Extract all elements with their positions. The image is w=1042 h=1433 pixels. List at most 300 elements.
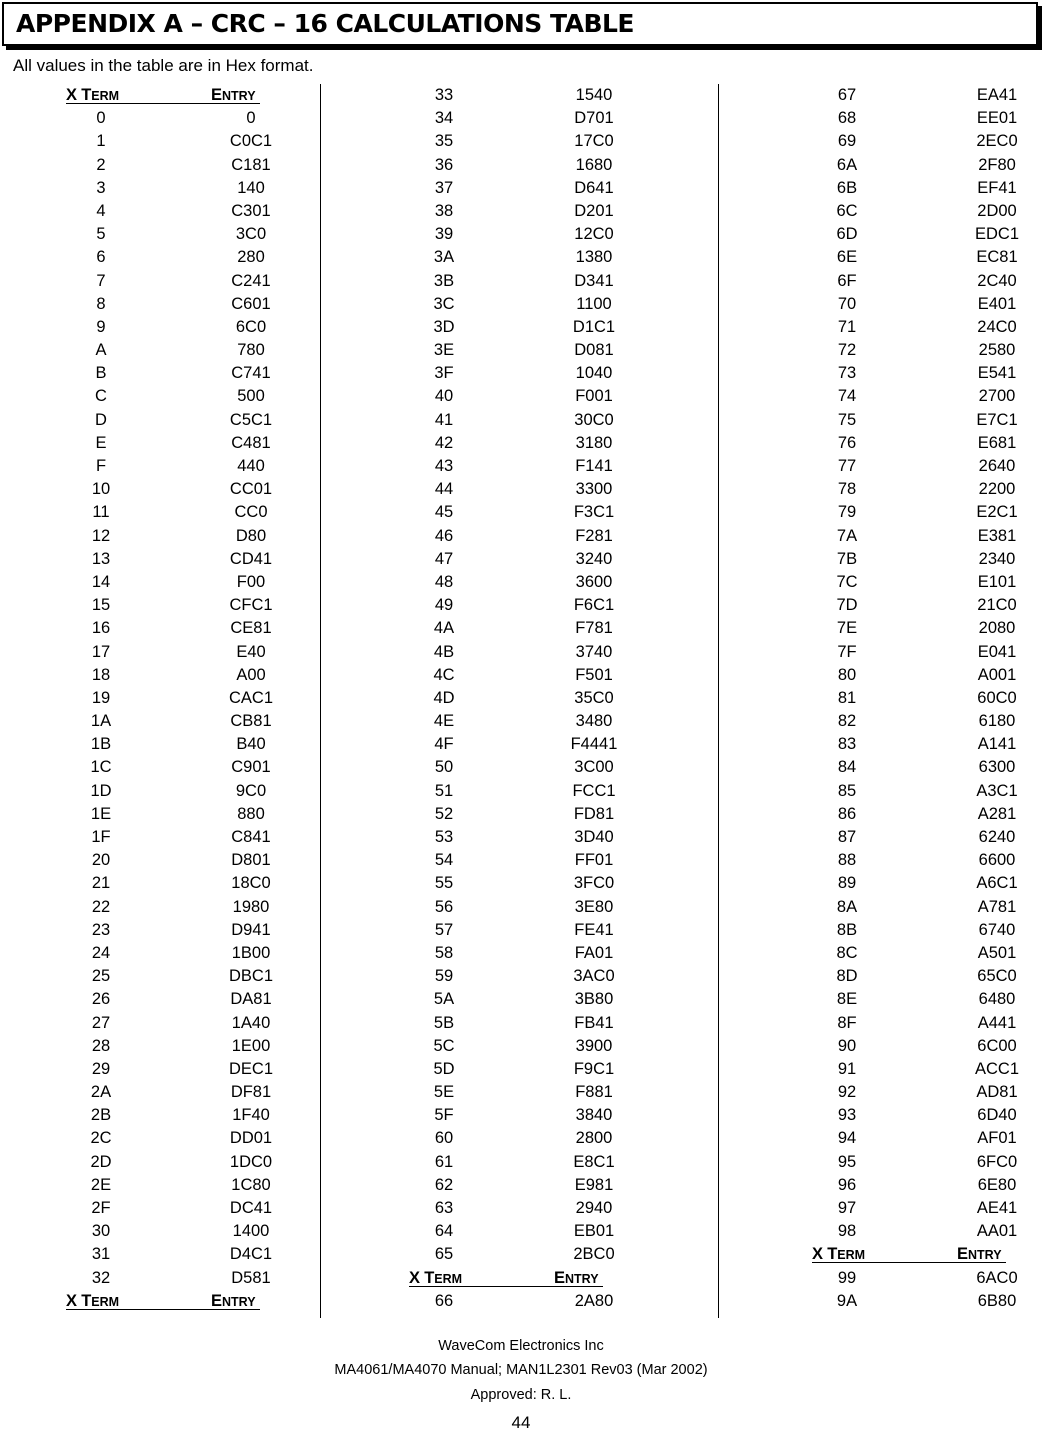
- entry-cell: CC01: [229, 480, 273, 499]
- x-term-cell: 19: [91, 688, 111, 707]
- entry-cell: FB41: [574, 1013, 614, 1032]
- x-term-cell: 24: [91, 943, 111, 962]
- x-term-cell: 56: [434, 897, 454, 916]
- table-row: [812, 1081, 1042, 1104]
- table-row: [812, 1012, 1042, 1035]
- table-row: [812, 316, 1042, 339]
- entry-cell: D581: [231, 1268, 271, 1287]
- table-row: [812, 756, 1042, 779]
- table-row: [409, 896, 659, 919]
- entry-cell: EE01: [976, 109, 1018, 128]
- entry-cell: AD81: [976, 1083, 1018, 1102]
- x-term-cell: 7D: [836, 596, 858, 615]
- footer-approved: Approved: R. L.: [470, 1387, 572, 1403]
- table-row: [66, 525, 316, 548]
- table-row: [409, 965, 659, 988]
- entry-cell: D4C1: [229, 1245, 273, 1264]
- entry-cell: 3240: [575, 549, 613, 568]
- table-row: [409, 339, 659, 362]
- entry-cell: 35C0: [574, 688, 614, 707]
- table-row: [66, 130, 316, 153]
- entry-cell: 280: [237, 248, 265, 267]
- table-header-row: [409, 1267, 659, 1290]
- x-term-cell: 5A: [433, 990, 455, 1009]
- x-term-cell: 22: [91, 897, 111, 916]
- table-row: [409, 223, 659, 246]
- entry-cell: C741: [231, 364, 271, 383]
- x-term-cell: F: [95, 457, 107, 475]
- entry-cell: 6FC0: [976, 1152, 1018, 1171]
- x-term-cell: 7E: [836, 619, 858, 638]
- table-row: [66, 733, 316, 756]
- entry-cell: D641: [574, 178, 614, 197]
- x-term-header: X TERM: [812, 1245, 866, 1264]
- table-row: [66, 246, 316, 269]
- entry-cell: CE81: [230, 619, 272, 638]
- table-row: [66, 200, 316, 223]
- entry-cell: DC41: [229, 1199, 273, 1217]
- entry-cell: D201: [574, 201, 614, 220]
- x-term-cell: 15: [91, 596, 111, 615]
- x-term-cell: 2F: [91, 1199, 111, 1217]
- table-row: [409, 1035, 659, 1058]
- entry-cell: 1B00: [231, 943, 271, 962]
- table-row: [812, 84, 1042, 107]
- entry-cell: C901: [231, 758, 271, 777]
- x-term-cell: 7A: [836, 526, 858, 545]
- x-term-cell: 4E: [433, 712, 455, 731]
- table-row: [812, 710, 1042, 733]
- table-row: [812, 965, 1042, 988]
- table-row: [812, 942, 1042, 965]
- x-term-cell: 63: [434, 1199, 454, 1217]
- table-row: [409, 1104, 659, 1127]
- x-term-cell: 4F: [434, 735, 454, 754]
- x-term-cell: 6B: [836, 178, 858, 197]
- entry-cell: 1100: [576, 294, 612, 313]
- entry-cell: AA01: [976, 1222, 1018, 1241]
- table-row: [812, 1104, 1042, 1127]
- entry-cell: 500: [237, 387, 265, 406]
- x-term-cell: 31: [91, 1245, 111, 1264]
- x-term-cell: 90: [837, 1036, 857, 1055]
- table-row: [409, 1290, 659, 1313]
- table-row: [66, 988, 316, 1011]
- x-term-cell: 6D: [836, 225, 858, 244]
- entry-cell: ACC1: [974, 1059, 1019, 1078]
- entry-cell: 9C0: [235, 781, 267, 800]
- table-row: [66, 362, 316, 385]
- page-title: APPENDIX A – CRC – 16 CALCULATIONS TABLE: [16, 9, 635, 38]
- x-term-cell: 10: [91, 480, 111, 499]
- entry-cell: 65C0: [977, 967, 1017, 986]
- entry-header: ENTRY: [211, 1291, 256, 1310]
- x-term-cell: 32: [91, 1268, 111, 1287]
- entry-cell: E541: [977, 364, 1017, 383]
- x-term-cell: 3: [96, 178, 106, 197]
- x-term-cell: 8C: [836, 943, 858, 962]
- x-term-cell: 4C: [433, 665, 455, 684]
- table-row: [66, 826, 316, 849]
- x-term-cell: 3D: [433, 317, 455, 336]
- entry-cell: 3FC0: [573, 874, 615, 893]
- entry-cell: 21C0: [977, 596, 1017, 615]
- entry-cell: 1C80: [231, 1175, 271, 1194]
- table-row: [409, 664, 659, 687]
- x-term-cell: 52: [434, 804, 454, 823]
- table-row: [409, 1243, 659, 1266]
- x-term-cell: 1E: [90, 804, 112, 823]
- table-row: [66, 478, 316, 501]
- x-term-cell: 41: [434, 410, 454, 429]
- x-term-cell: 82: [837, 712, 857, 731]
- x-term-cell: 50: [434, 758, 454, 777]
- entry-cell: F3C1: [573, 503, 615, 522]
- entry-cell: 6B80: [977, 1291, 1017, 1310]
- table-row: [409, 594, 659, 617]
- x-term-cell: 1: [96, 132, 106, 151]
- x-term-cell: 6: [96, 248, 106, 267]
- entry-cell: 2640: [978, 457, 1016, 475]
- table-row: [409, 1151, 659, 1174]
- table-row: [409, 432, 659, 455]
- table-row: [812, 919, 1042, 942]
- x-term-cell: 4A: [433, 619, 455, 638]
- entry-cell: F881: [575, 1083, 613, 1102]
- table-row: [409, 1012, 659, 1035]
- table-row: [66, 849, 316, 872]
- x-term-cell: 1D: [90, 781, 112, 800]
- entry-cell: EA41: [976, 86, 1018, 104]
- x-term-cell: 6A: [836, 155, 858, 174]
- page-number: 44: [511, 1413, 531, 1432]
- table-row: [812, 223, 1042, 246]
- table-row: [409, 525, 659, 548]
- table-row: [66, 919, 316, 942]
- entry-cell: 440: [237, 457, 265, 475]
- x-term-cell: A: [95, 341, 107, 360]
- entry-cell: DD01: [229, 1129, 273, 1148]
- table-row: [66, 872, 316, 895]
- x-term-cell: 0: [96, 109, 106, 128]
- table-row: [812, 1267, 1042, 1290]
- table-row: [66, 1267, 316, 1290]
- x-term-cell: 4B: [433, 642, 455, 661]
- table-row: [409, 455, 659, 478]
- x-term-cell: 46: [434, 526, 454, 545]
- x-term-cell: 71: [837, 317, 857, 336]
- entry-cell: FF01: [574, 851, 614, 870]
- entry-cell: F141: [575, 457, 613, 475]
- x-term-cell: 99: [837, 1268, 857, 1287]
- entry-cell: 6240: [978, 828, 1016, 846]
- x-term-cell: 18: [91, 665, 111, 684]
- entry-cell: 6AC0: [976, 1268, 1018, 1287]
- column-divider: [320, 84, 321, 1318]
- x-term-cell: 53: [434, 828, 454, 846]
- table-row: [409, 1174, 659, 1197]
- entry-cell: 1A40: [231, 1013, 271, 1032]
- x-term-cell: E: [95, 433, 107, 452]
- x-term-cell: 7C: [836, 572, 858, 591]
- x-term-cell: 87: [837, 828, 857, 846]
- table-row: [812, 293, 1042, 316]
- x-term-cell: 65: [434, 1245, 454, 1264]
- entry-cell: 2200: [978, 480, 1016, 499]
- x-term-cell: B: [95, 364, 107, 383]
- x-term-cell: 92: [837, 1083, 857, 1102]
- entry-cell: A441: [977, 1013, 1017, 1032]
- entry-cell: A141: [977, 735, 1017, 754]
- table-row: [66, 107, 316, 130]
- subtitle: All values in the table are in Hex format.: [13, 56, 314, 75]
- entry-cell: E7C1: [976, 410, 1018, 429]
- table-row: [409, 385, 659, 408]
- x-term-cell: 49: [434, 596, 454, 615]
- entry-cell: 140: [237, 178, 265, 197]
- table-row: [409, 942, 659, 965]
- entry-cell: F501: [575, 665, 613, 684]
- table-row: [66, 1243, 316, 1266]
- table-row: [409, 1081, 659, 1104]
- entry-cell: E381: [977, 526, 1017, 545]
- x-term-header: X TERM: [66, 86, 120, 104]
- entry-cell: F6C1: [573, 596, 615, 615]
- entry-header: ENTRY: [554, 1268, 599, 1287]
- table-row: [66, 223, 316, 246]
- table-column-2: [409, 84, 659, 1313]
- x-term-header: X TERM: [409, 1268, 463, 1287]
- table-row: [812, 1174, 1042, 1197]
- table-row: [812, 1197, 1042, 1220]
- entry-cell: FE41: [574, 920, 614, 939]
- table-row: [409, 803, 659, 826]
- table-row: [66, 1081, 316, 1104]
- entry-cell: 1540: [575, 86, 613, 104]
- x-term-cell: 48: [434, 572, 454, 591]
- x-term-cell: 69: [837, 132, 857, 151]
- table-row: [66, 896, 316, 919]
- table-row: [66, 501, 316, 524]
- x-term-cell: 37: [434, 178, 454, 197]
- entry-cell: E40: [236, 642, 266, 661]
- x-term-cell: 14: [91, 572, 111, 591]
- entry-cell: F00: [236, 572, 266, 591]
- x-term-cell: 8B: [836, 920, 858, 939]
- table-row: [66, 1174, 316, 1197]
- x-term-header: X TERM: [66, 1291, 120, 1310]
- x-term-cell: 2C: [90, 1129, 112, 1148]
- table-row: [812, 501, 1042, 524]
- table-row: [66, 1035, 316, 1058]
- table-row: [66, 154, 316, 177]
- table-row: [812, 617, 1042, 640]
- table-row: [409, 826, 659, 849]
- x-term-cell: 8: [96, 294, 106, 313]
- x-term-cell: 6E: [836, 248, 858, 267]
- x-term-cell: 9A: [836, 1291, 858, 1310]
- entry-cell: D80: [235, 526, 267, 545]
- x-term-cell: 81: [837, 688, 857, 707]
- x-term-cell: 3F: [434, 364, 454, 383]
- entry-cell: 3E80: [574, 897, 614, 916]
- table-row: [812, 571, 1042, 594]
- table-row: [812, 409, 1042, 432]
- x-term-cell: 74: [837, 387, 857, 406]
- x-term-cell: 1B: [90, 735, 112, 754]
- x-term-cell: 6C: [836, 201, 858, 220]
- x-term-cell: 97: [837, 1199, 857, 1217]
- entry-cell: FCC1: [572, 781, 616, 800]
- entry-cell: 1F40: [232, 1106, 270, 1125]
- table-row: [66, 641, 316, 664]
- x-term-cell: 83: [837, 735, 857, 754]
- x-term-cell: 3E: [433, 341, 455, 360]
- x-term-cell: 58: [434, 943, 454, 962]
- entry-cell: A00: [236, 665, 266, 684]
- table-row: [409, 107, 659, 130]
- table-row: [812, 200, 1042, 223]
- table-row: [66, 1127, 316, 1150]
- entry-cell: CAC1: [228, 688, 273, 707]
- x-term-cell: 38: [434, 201, 454, 220]
- table-row: [66, 432, 316, 455]
- entry-cell: D701: [574, 109, 614, 128]
- x-term-cell: 66: [434, 1291, 454, 1310]
- entry-cell: E401: [977, 294, 1017, 313]
- entry-cell: 3480: [575, 712, 613, 731]
- entry-cell: 3C0: [235, 225, 267, 244]
- x-term-cell: 5D: [433, 1059, 455, 1078]
- x-term-cell: 2A: [90, 1083, 112, 1102]
- x-term-cell: 28: [91, 1036, 111, 1055]
- entry-cell: FA01: [574, 943, 614, 962]
- x-term-cell: 23: [91, 920, 111, 939]
- table-row: [812, 826, 1042, 849]
- entry-cell: EF41: [977, 178, 1017, 197]
- table-row: [66, 756, 316, 779]
- x-term-cell: 91: [837, 1059, 857, 1078]
- x-term-cell: 2E: [90, 1175, 112, 1194]
- entry-cell: 3840: [575, 1106, 613, 1125]
- entry-cell: CC0: [234, 503, 268, 522]
- entry-cell: 1680: [575, 155, 613, 174]
- entry-cell: AE41: [976, 1199, 1018, 1217]
- table-row: [66, 1151, 316, 1174]
- x-term-cell: 29: [91, 1059, 111, 1078]
- x-term-cell: 43: [434, 457, 454, 475]
- entry-cell: DA81: [230, 990, 272, 1009]
- entry-cell: 2BC0: [573, 1245, 615, 1264]
- table-row: [409, 548, 659, 571]
- table-row: [409, 641, 659, 664]
- x-term-cell: 33: [434, 86, 454, 104]
- x-term-cell: 3B: [433, 271, 455, 290]
- x-term-cell: 27: [91, 1013, 111, 1032]
- entry-cell: 6C0: [235, 317, 267, 336]
- table-row: [409, 130, 659, 153]
- x-term-cell: 3A: [433, 248, 455, 267]
- footer-company: WaveCom Electronics Inc: [438, 1338, 604, 1354]
- x-term-cell: 98: [837, 1222, 857, 1241]
- entry-cell: 0: [246, 109, 256, 128]
- entry-cell: 880: [237, 804, 265, 823]
- table-row: [812, 177, 1042, 200]
- entry-cell: 6480: [978, 990, 1016, 1009]
- x-term-cell: 45: [434, 503, 454, 522]
- entry-cell: DF81: [230, 1083, 272, 1102]
- entry-cell: E681: [977, 433, 1017, 452]
- table-row: [812, 130, 1042, 153]
- entry-cell: 12C0: [574, 225, 614, 244]
- entry-cell: F001: [575, 387, 613, 406]
- table-row: [409, 362, 659, 385]
- table-row: [812, 896, 1042, 919]
- x-term-cell: 80: [837, 665, 857, 684]
- table-row: [812, 1035, 1042, 1058]
- x-term-cell: 93: [837, 1106, 857, 1125]
- x-term-cell: 25: [91, 967, 111, 986]
- table-row: [812, 664, 1042, 687]
- x-term-cell: 5B: [433, 1013, 455, 1032]
- table-row: [812, 548, 1042, 571]
- x-term-cell: 78: [837, 480, 857, 499]
- entry-cell: 1380: [575, 248, 613, 267]
- entry-cell: CFC1: [229, 596, 273, 615]
- entry-cell: 1040: [575, 364, 613, 383]
- table-row: [812, 872, 1042, 895]
- table-row: [409, 710, 659, 733]
- x-term-cell: 73: [837, 364, 857, 383]
- table-row: [812, 1058, 1042, 1081]
- table-row: [812, 270, 1042, 293]
- entry-cell: 3B80: [574, 990, 614, 1009]
- table-row: [409, 154, 659, 177]
- x-term-cell: 34: [434, 109, 454, 128]
- table-row: [66, 710, 316, 733]
- x-term-cell: 94: [837, 1129, 857, 1148]
- entry-cell: E041: [977, 642, 1017, 661]
- entry-cell: 3740: [575, 642, 613, 661]
- entry-cell: 6300: [978, 758, 1016, 777]
- table-row: [66, 571, 316, 594]
- x-term-cell: 96: [837, 1175, 857, 1194]
- x-term-cell: 21: [91, 874, 111, 893]
- x-term-cell: 75: [837, 410, 857, 429]
- x-term-cell: 77: [837, 457, 857, 475]
- table-row: [66, 1012, 316, 1035]
- x-term-cell: 40: [434, 387, 454, 406]
- x-term-cell: 64: [434, 1222, 454, 1241]
- table-row: [812, 385, 1042, 408]
- entry-cell: C0C1: [229, 132, 273, 151]
- entry-cell: EB01: [573, 1222, 615, 1241]
- entry-cell: CB81: [230, 712, 272, 731]
- x-term-cell: 67: [837, 86, 857, 104]
- entry-cell: 2800: [575, 1129, 613, 1148]
- table-row: [66, 409, 316, 432]
- table-header-row: [66, 1290, 316, 1313]
- table-row: [812, 339, 1042, 362]
- x-term-cell: 1C: [90, 758, 112, 777]
- table-row: [409, 246, 659, 269]
- x-term-cell: 89: [837, 874, 857, 893]
- entry-cell: 6180: [978, 712, 1016, 731]
- entry-cell: E8C1: [573, 1152, 615, 1171]
- entry-cell: 2580: [978, 341, 1016, 360]
- x-term-cell: 20: [91, 851, 111, 870]
- entry-cell: A281: [977, 804, 1017, 823]
